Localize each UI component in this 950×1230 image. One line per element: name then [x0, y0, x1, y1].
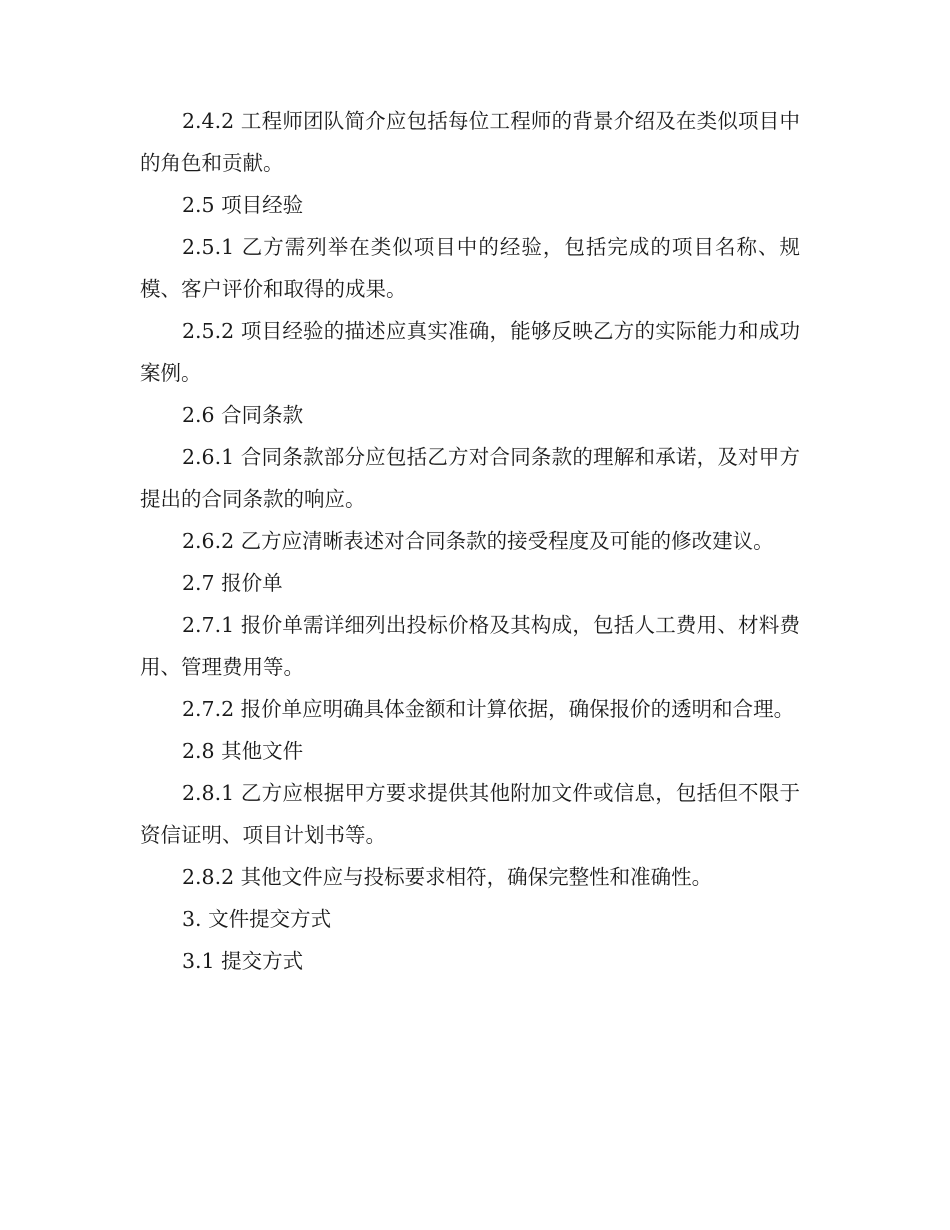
paragraph-2-7-2: 2.7.2 报价单应明确具体金额和计算依据，确保报价的透明和合理。: [182, 697, 795, 721]
paragraph-2-5-2: 2.5.2 项目经验的描述应真实准确，能够反映乙方的实际能力和成功案例。: [140, 319, 800, 385]
heading-2-5: 2.5 项目经验: [182, 193, 304, 217]
paragraph-2-5-1: 2.5.1 乙方需列举在类似项目中的经验，包括完成的项目名称、规模、客户评价和取得的成果。: [140, 235, 800, 301]
paragraph-2-8-2: 2.8.2 其他文件应与投标要求相符，确保完整性和准确性。: [182, 865, 713, 889]
heading-2-6: 2.6 合同条款: [182, 403, 304, 427]
paragraph-2-6-2: 2.6.2 乙方应清晰表述对合同条款的接受程度及可能的修改建议。: [182, 529, 774, 553]
heading-3: 3. 文件提交方式: [182, 907, 332, 931]
document-body: [140, 100, 800, 982]
paragraph-2-7-1: 2.7.1 报价单需详细列出投标价格及其构成，包括人工费用、材料费用、管理费用等。: [140, 613, 800, 679]
heading-2-8: 2.8 其他文件: [182, 739, 304, 763]
paragraph-2-6-1: 2.6.1 合同条款部分应包括乙方对合同条款的理解和承诺，及对甲方提出的合同条款的响应。: [140, 445, 800, 511]
paragraph-2-4-2: 2.4.2 工程师团队简介应包括每位工程师的背景介绍及在类似项目中的角色和贡献。: [140, 109, 800, 175]
heading-3-1: 3.1 提交方式: [182, 949, 304, 973]
paragraph-2-8-1: 2.8.1 乙方应根据甲方要求提供其他附加文件或信息，包括但不限于资信证明、项目计划书等。: [140, 781, 800, 847]
heading-2-7: 2.7 报价单: [182, 571, 283, 595]
